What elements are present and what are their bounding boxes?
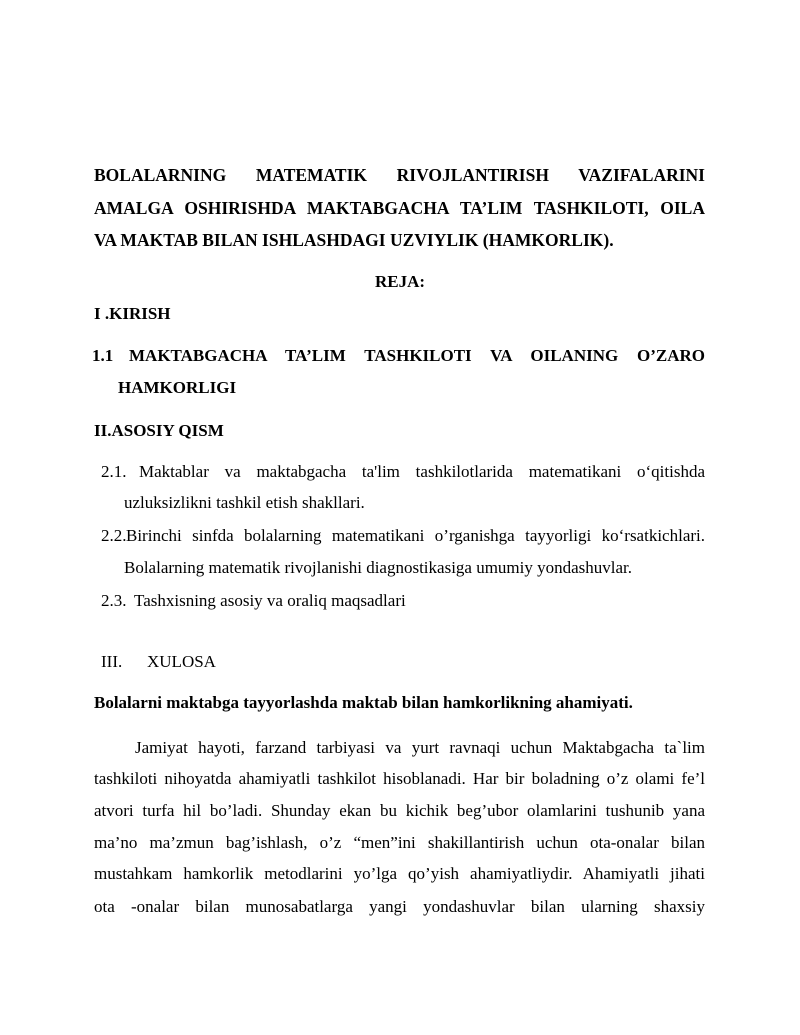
title-line-3: VA MAKTAB BILAN ISHLASHDAGI UZVIYLIK (HAMKORLIK). (94, 230, 614, 250)
item-2-3-line-1: Tashxisning asosiy va oraliq maqsadlari (134, 591, 406, 610)
item-1-1-number: 1.1 (92, 346, 114, 365)
body-line-6: ota -onalar bilan munosabatlarga yangi yondashuvlar bilan ularning shaxsiy (94, 897, 705, 916)
item-2-1-line-2: uzluksizlikni tashkil etish shakllari. (124, 493, 365, 512)
item-2-2-line-2: Bolalarning matematik rivojlanishi diagnostikasiga umumiy yondashuvlar. (124, 558, 633, 577)
section-main-part: II.ASOSIY QISM (94, 421, 224, 440)
item-2-2-number: 2.2. (101, 526, 127, 545)
item-2-1-line-1: Maktablar va maktabgacha ta'lim tashkilotlarida matematikani o‘qitishda (139, 462, 705, 481)
item-2-3-number: 2.3. (101, 591, 127, 610)
item-2-1-number: 2.1. (101, 462, 127, 481)
body-line-4: ma’no ma’zmun bag’ishlash, o’z “men”ini shakillantirish uchun ota-onalar bilan (94, 833, 705, 852)
title-line-1: BOLALARNING MATEMATIK RIVOJLANTIRISH VAZIFALARINI (94, 165, 705, 185)
section-introduction: I .KIRISH (94, 304, 171, 323)
body-line-2: tashkiloti nihoyatda ahamiyatli tashkilot hisoblanadi. Har bir boladning o’z olami fe’l (94, 769, 705, 788)
section-conclusion-label: XULOSA (147, 652, 216, 671)
section-conclusion-number: III. (101, 652, 123, 671)
body-line-5: mustahkam hamkorlik metodlarini yo’lga qo’yish ahamiyatliydir. Ahamiyatli jihati (94, 864, 705, 883)
item-2-2-line-1: Birinchi sinfda bolalarning matematikani o’rganishga tayyorligi ko‘rsatkichlari. (126, 526, 705, 545)
section-subtitle: Bolalarni maktabga tayyorlashda maktab bilan hamkorlikning ahamiyati. (94, 693, 633, 712)
body-line-1: Jamiyat hayoti, farzand tarbiyasi va yurt ravnaqi uchun Maktabgacha ta`lim (135, 738, 705, 757)
item-1-1-line-1: MAKTABGACHA TA’LIM TASHKILOTI VA OILANING O’ZARO (129, 346, 705, 365)
body-line-3: atvori turfa hil bo’ladi. Shunday ekan bu kichik beg’ubor olamlarini tushunib yana (94, 801, 705, 820)
item-1-1-line-2: HAMKORLIGI (118, 378, 237, 397)
title-line-2: AMALGA OSHIRISHDA MAKTABGACHA TA’LIM TASHKILOTI, OILA (94, 198, 705, 218)
plan-heading: REJA: (374, 272, 426, 291)
